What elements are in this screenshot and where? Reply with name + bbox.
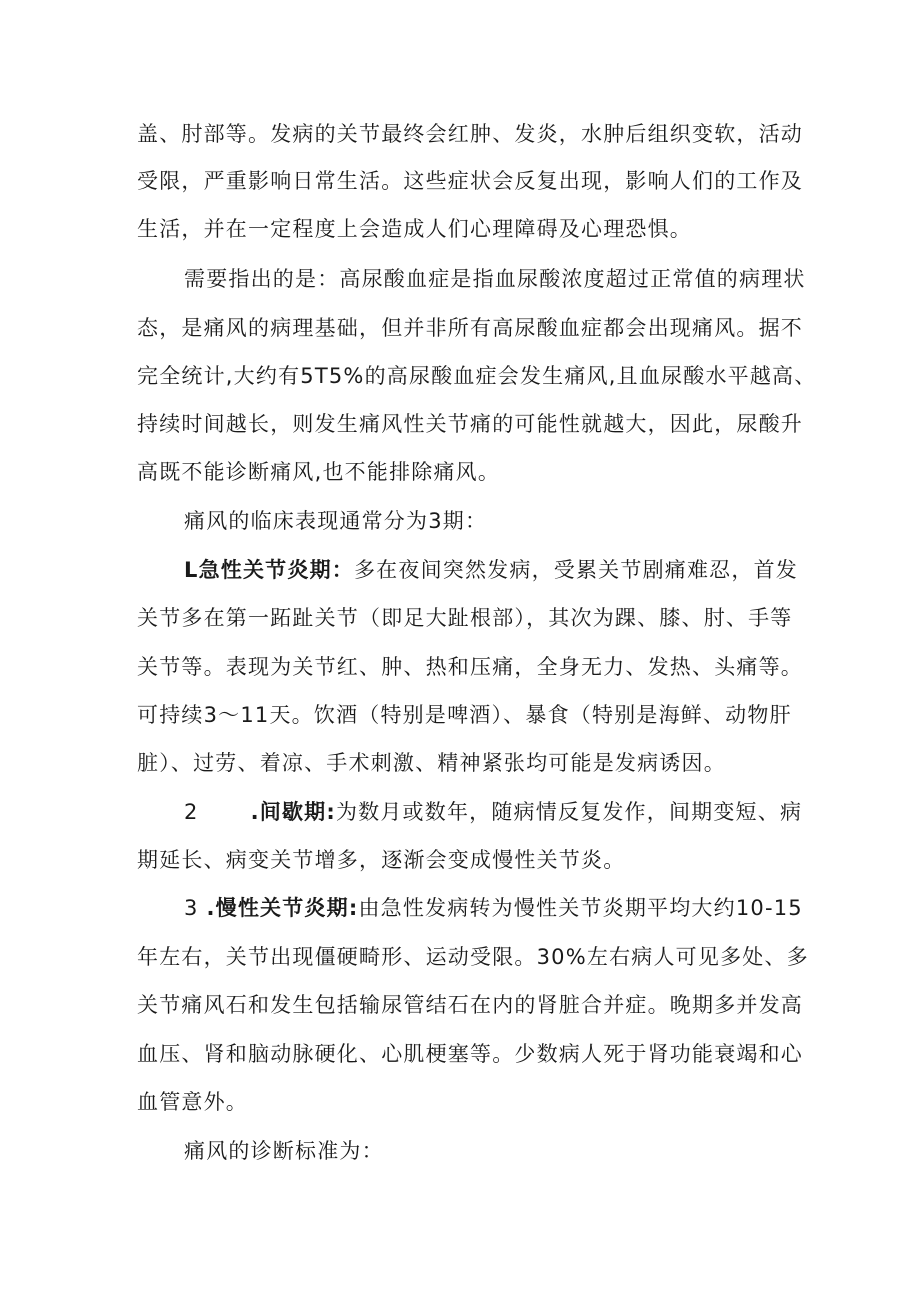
paragraph-line <box>184 893 803 923</box>
paragraph-line <box>184 555 798 585</box>
paragraph-text: 为数月或数年，随病情反复发作，间期变短、病 <box>335 800 803 824</box>
section-label-chronic: .慢性关节炎期: <box>206 896 359 920</box>
paragraph-line: 关节痛风石和发生包括输尿管结石在内的肾脏合并症。晚期多并发高 <box>137 993 803 1017</box>
paragraph-line: 关节等。表现为关节红、肿、热和压痛，全身无力、发热、头痛等。 <box>137 655 803 679</box>
paragraph-line: 痛风的诊断标准为： <box>184 1139 384 1163</box>
paragraph-line: 持续时间越长，则发生痛风性关节痛的可能性就越大，因此，尿酸升 <box>137 412 803 436</box>
paragraph-line: 完全统计,大约有5T5%的高尿酸血症会发生痛风,且血尿酸水平越高、 <box>137 364 817 388</box>
paragraph-line: 态，是痛风的病理基础，但并非所有高尿酸血症都会出现痛风。据不 <box>137 316 803 340</box>
paragraph-line: 血压、肾和脑动脉硬化、心肌梗塞等。少数病人死于肾功能衰竭和心 <box>137 1042 803 1066</box>
paragraph-line: 需要指出的是：高尿酸血症是指血尿酸浓度超过正常值的病理状 <box>184 267 806 291</box>
paragraph-line: 痛风的临床表现通常分为3期： <box>184 509 488 533</box>
paragraph-line: 脏）、过劳、着凉、手术刺激、精神紧张均可能是发病诱因。 <box>137 751 726 775</box>
paragraph-text: 多在夜间突然发病，受累关节剧痛难忍，首发 <box>353 558 798 582</box>
paragraph-line: 关节多在第一跖趾关节（即足大趾根部），其次为踝、膝、肘、手等 <box>137 606 793 630</box>
section-number: 2 <box>184 800 199 824</box>
paragraph-line: 受限，严重影响日常生活。这些症状会反复出现，影响人们的工作及 <box>137 169 803 193</box>
paragraph-line: 可持续3〜11天。饮酒（特别是啤酒）、暴食（特别是海鲜、动物肝 <box>137 703 792 727</box>
section-label-intermittent: .间歇期: <box>250 800 336 824</box>
paragraph-line <box>184 797 802 827</box>
paragraph-line: 生活，并在一定程度上会造成人们心理障碍及心理恐惧。 <box>137 217 692 241</box>
paragraph-text: 由急性发病转为慢性关节炎期平均大约10-15 <box>358 896 803 920</box>
section-label-acute: L急性关节炎期： <box>184 558 354 582</box>
paragraph-line: 年左右，关节出现僵硬畸形、运动受限。30%左右病人可见多处、多 <box>137 945 809 969</box>
paragraph-line: 盖、肘部等。发病的关节最终会红肿、发炎，水肿后组织变软，活动 <box>137 122 803 146</box>
paragraph-line: 期延长、病变关节增多，逐渐会变成慢性关节炎。 <box>137 848 626 872</box>
section-number: 3 <box>184 896 199 920</box>
paragraph-line: 血管意外。 <box>137 1090 248 1114</box>
paragraph-line: 高既不能诊断痛风,也不能排除痛风。 <box>137 460 501 484</box>
